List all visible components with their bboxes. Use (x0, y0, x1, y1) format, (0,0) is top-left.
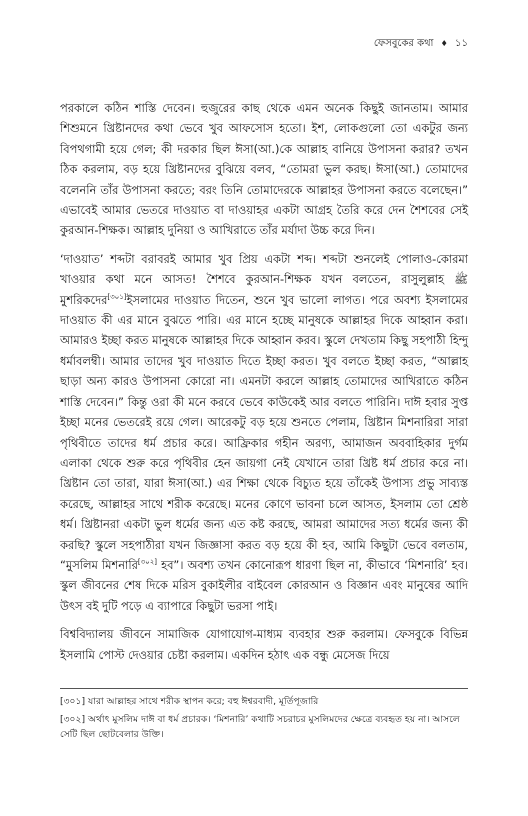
footnote-divider (60, 688, 468, 689)
body-text (60, 98, 468, 665)
running-title: ফেসবুকের কথা (373, 38, 434, 49)
running-header (374, 36, 468, 53)
paragraph-2-part-2: ইসলামের দাওয়াত দিতেন, শুনে খুব ভালো লাগত। পরে অবশ্য ইসলামের দাওয়াত কী এর মানে বুঝতে পারি। এর মানে হচ্ছে মানুষকে আল্লাহর দিকে আহ্বান করা। আমারও ইচ্ছা করত মানুষকে আল্লাহর দিকে আহ্বান করব। স্কুলে দেখতাম কিছু সহপাঠী হিন্দু ধর্মাবলম্বী। আমার তাদের খুব দাওয়াত দিতে ইচ্ছা করত। খুব বলতে ইচ্ছা করত, “আল্লাহ ছাড়া অন্য কারও উপাসনা কোরো না। এমনটা করলে আল্লাহ তোমাদের আখিরাতে কঠিন শাস্তি দেবেন।” কিন্তু ওরা কী মনে করবে ভেবে কাউকেই আর বলতে পারিনি। দাঈ হবার সুপ্ত ইচ্ছা মনের ভেতরেই রয়ে গেল। আরেকটু বড় হয়ে শুনতে পেলাম, খ্রিষ্টান মিশনারিরা সারা পৃথিবীতে তাদের ধর্ম প্রচার করে। আফ্রিকার গহীন অরণ্য, আমাজন অববাহিকার দুর্গম এলাকা থেকে শুরু করে পৃথিবীর হেন জায়গা নেই যেখানে তারা খ্রিষ্ট ধর্ম প্রচার করে না। খ্রিষ্টান তো তারা, যারা ঈসা(আ.) এর শিক্ষা থেকে বিচ্যুত হয়ে তাঁকেই উপাস্য প্রভু সাব্যস্ত করেছে, আল্লাহর সাথে শরীক করেছে। মনের কোণে ভাবনা চলে আসত, ইসলাম তো শ্রেষ্ঠ ধর্ম। খ্রিষ্টানরা একটা ভুল ধর্মের জন্য এত কষ্ট করছে, আমরা আমাদের সত্য ধর্মের জন্য কী করছি? স্কুলে সহপাঠীরা যখন জিজ্ঞাসা করত বড় হয়ে কী হব, আমি কিছুটা ভেবে বলতাম, “মুসলিম মিশনারি (60, 292, 468, 572)
footnote-301: [৩০১] যারা আল্লাহর সাথে শরীক স্থাপন করে; বহু ঈশ্বরবাদী, মূর্তিপূজারি (60, 696, 319, 707)
footnote-ref-302[interactable]: [৩০২] (137, 558, 157, 567)
footnote-302: [৩০২] অর্থাৎ মুসলিম দাঈ বা ধর্ম প্রচারক। ‘মিশনারি’ কথাটি সচরাচর মুসলিমদের ক্ষেত্রে ব্যবহৃত হয় না। আসলে সেটি ছিল ছোটবেলার উক্তি। (60, 714, 460, 740)
paragraph-3: বিশ্ববিদ্যালয় জীবনে সামাজিক যোগাযোগ-মাধ্যম ব্যবহার শুরু করলাম। ফেসবুকে বিভিন্ন ইসলামি পোস্ট দেওয়ার চেষ্টা করলাম। একদিন হঠাৎ এক বন্ধু মেসেজ দিয়ে (60, 627, 468, 662)
footnotes (60, 694, 468, 745)
paragraph-2 (60, 249, 468, 616)
paragraph-2-part-1: ‘দাওয়াত’ শব্দটা বরাবরই আমার খুব প্রিয় একটা শব্দ। শব্দটা শুনলেই পোলাও-কোরমা খাওয়ার কথা মনে আসত! শৈশবে কুরআন-শিক্ষক যখন বলতেন, রাসুলুল্লাহ ﷺ মুশরিকদের (60, 251, 468, 307)
paragraph-1: পরকালে কঠিন শাস্তি দেবেন। হুজুরের কাছ থেকে এমন অনেক কিছুই জানতাম। আমার শিশুমনে খ্রিষ্টানদের কথা ভেবে খুব আফসোস হতো। ইশ, লোকগুলো তো একটুর জন্য বিপথগামী হয়ে গেল; কী দরকার ছিল ঈসা(আ.)কে আল্লাহ বানিয়ে উপাসনা করার? তখন ঠিক করলাম, বড় হয়ে খ্রিষ্টানদের বুঝিয়ে বলব, “তোমরা ভুল করছ। ঈসা(আ.) তোমাদের বলেননি তাঁর উপাসনা করতে; বরং তিনি তোমাদেরকে আল্লাহর উপাসনা করতে বলেছেন।” এভাবেই আমার ভেতরে দাওয়াত বা দাওয়াহর একটা আগ্রহ তৈরি করে দেন শৈশবের সেই কুরআন-শিক্ষক। আল্লাহ দুনিয়া ও আখিরাতে তাঁর মর্যাদা উচ্চ করে দিন। (60, 101, 468, 238)
paragraph-2-part-3: হব”। অবশ্য তখন কোনোরূপ ধারণা ছিল না, কীভাবে ‘মিশনারি’ হব। স্কুল জীবনের শেষ দিকে মরিস বুকাইলীর বাইবেল কোরআন ও বিজ্ঞান এবং মানুষের আদি উৎস বই দুটি পড়ে এ ব্যাপারে কিছুটা ভরসা পাই। (60, 557, 468, 613)
footnote-ref-301[interactable]: [৩০১] (107, 292, 127, 301)
page-number: ১১ (455, 38, 468, 49)
diamond-icon: ♦ (440, 39, 448, 48)
